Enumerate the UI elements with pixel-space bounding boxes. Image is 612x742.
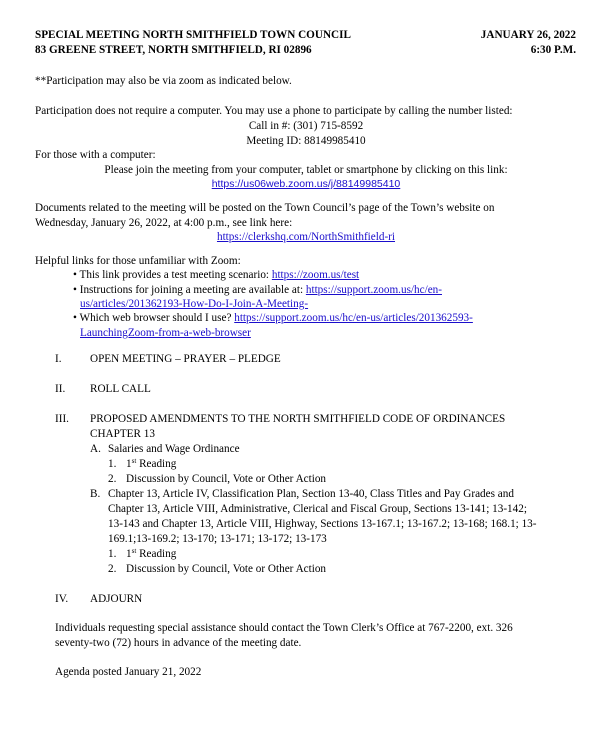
computer-intro: For those with a computer: [35,149,156,161]
agenda-item-iii: PROPOSED AMENDMENTS TO THE NORTH SMITHFIELD CODE OF ORDINANCES [90,413,506,425]
helpful-intro: Helpful links for those unfamiliar with Zoom: [35,255,241,267]
computer-instructions: Please join the meeting from your computer, tablet or smartphone by clicking on this link: [104,164,508,176]
sub-b-label: B. [90,488,101,500]
documents-line-2: Wednesday, January 26, 2022, at 4:00 p.m., see link here: [35,217,293,229]
meeting-address: 83 GREENE STREET, NORTH SMITHFIELD, RI 02896 [35,44,312,56]
helpful-bullet-1-text: • This link provides a test meeting scenario: [73,269,272,281]
sub-a-1: 1st Reading [126,457,177,470]
agenda-item-iii-cont: CHAPTER 13 [90,428,155,440]
sub-b-1: 1st Reading [126,547,177,560]
sub-a-1-sup: st [131,457,137,465]
phone-intro: Participation does not require a computer. You may use a phone to participate by calling the number listed: [35,105,513,117]
helpful-bullet-3-text: • Which web browser should I use? [73,312,235,324]
sub-b-2-num: 2. [108,563,117,575]
assistance-line-1: Individuals requesting special assistance should contact the Town Clerk’s Office at 767-2200, ext. 326 [55,622,513,634]
documents-line-1: Documents related to the meeting will be posted on the Town Council’s page of the Town’s website on [35,202,495,214]
meeting-time: 6:30 P.M. [530,44,576,56]
zoom-meeting-link[interactable]: https://us06web.zoom.us/j/88149985410 [211,178,401,190]
sub-a-1-text: Reading [136,458,177,470]
meeting-date: JANUARY 26, 2022 [480,29,576,41]
zoom-join-link-cont[interactable]: us/articles/201362193-How-Do-I-Join-A-Meeting- [80,298,309,310]
zoom-test-link[interactable]: https://zoom.us/test [271,269,360,281]
sub-a-1-num: 1. [108,458,117,470]
helpful-bullet-2-text: • Instructions for joining a meeting are available at: [73,284,306,296]
helpful-bullet-3 [73,311,473,326]
clerkshq-link[interactable]: https://clerkshq.com/NorthSmithfield-ri [216,231,396,243]
agenda-num-iii: III. [55,413,69,425]
agenda-num-i: I. [55,353,62,365]
agenda-posted: Agenda posted January 21, 2022 [55,666,202,678]
sub-b-1-sup: st [131,547,137,555]
sub-b-line-2: Chapter 13, Article VIII, Administrative, Clerical and Fiscal Group, Sections 13-141; 13-142; [108,503,527,515]
agenda-item-iv: ADJOURN [90,593,143,605]
sub-b-line-4: 169.1;13-169.2; 13-170; 13-171; 13-172; 13-173 [108,533,327,545]
assistance-line-2: seventy-two (72) hours in advance of the meeting date. [55,637,302,649]
zoom-join-link[interactable]: https://support.zoom.us/hc/en- [305,284,442,296]
sub-b-1-text: Reading [136,548,177,560]
meeting-id: Meeting ID: 88149985410 [246,135,366,147]
agenda-num-ii: II. [55,383,66,395]
sub-b-line-1: Chapter 13, Article IV, Classification Plan, Section 13-40, Class Titles and Pay Grades and [108,488,514,500]
sub-b-line-3: 13-143 and Chapter 13, Article VIII, Highway, Sections 13-167.1; 13-167.2; 13-168; 168.1; 13- [108,518,537,530]
sub-a-2-text: Discussion by Council, Vote or Other Action [126,473,327,485]
meeting-title: SPECIAL MEETING NORTH SMITHFIELD TOWN COUNCIL [35,29,351,41]
zoom-browser-link[interactable]: https://support.zoom.us/hc/en-us/articles/201362593- [234,312,473,324]
sub-a-2-num: 2. [108,473,117,485]
zoom-browser-link-cont[interactable]: LaunchingZoom-from-a-web-browser [80,327,251,339]
agenda-item-i: OPEN MEETING – PRAYER – PLEDGE [90,353,281,365]
agenda-item-ii: ROLL CALL [90,383,151,395]
sub-b-2-text: Discussion by Council, Vote or Other Action [126,563,327,575]
sub-a-text: Salaries and Wage Ordinance [108,443,240,455]
sub-b-1-num: 1. [108,548,117,560]
zoom-note: **Participation may also be via zoom as indicated below. [35,75,292,87]
helpful-bullet-1 [73,268,359,283]
call-in-number: Call in #: (301) 715-8592 [248,120,364,132]
helpful-bullet-2 [73,283,442,298]
sub-a-label: A. [90,443,101,455]
agenda-num-iv: IV. [55,593,69,605]
